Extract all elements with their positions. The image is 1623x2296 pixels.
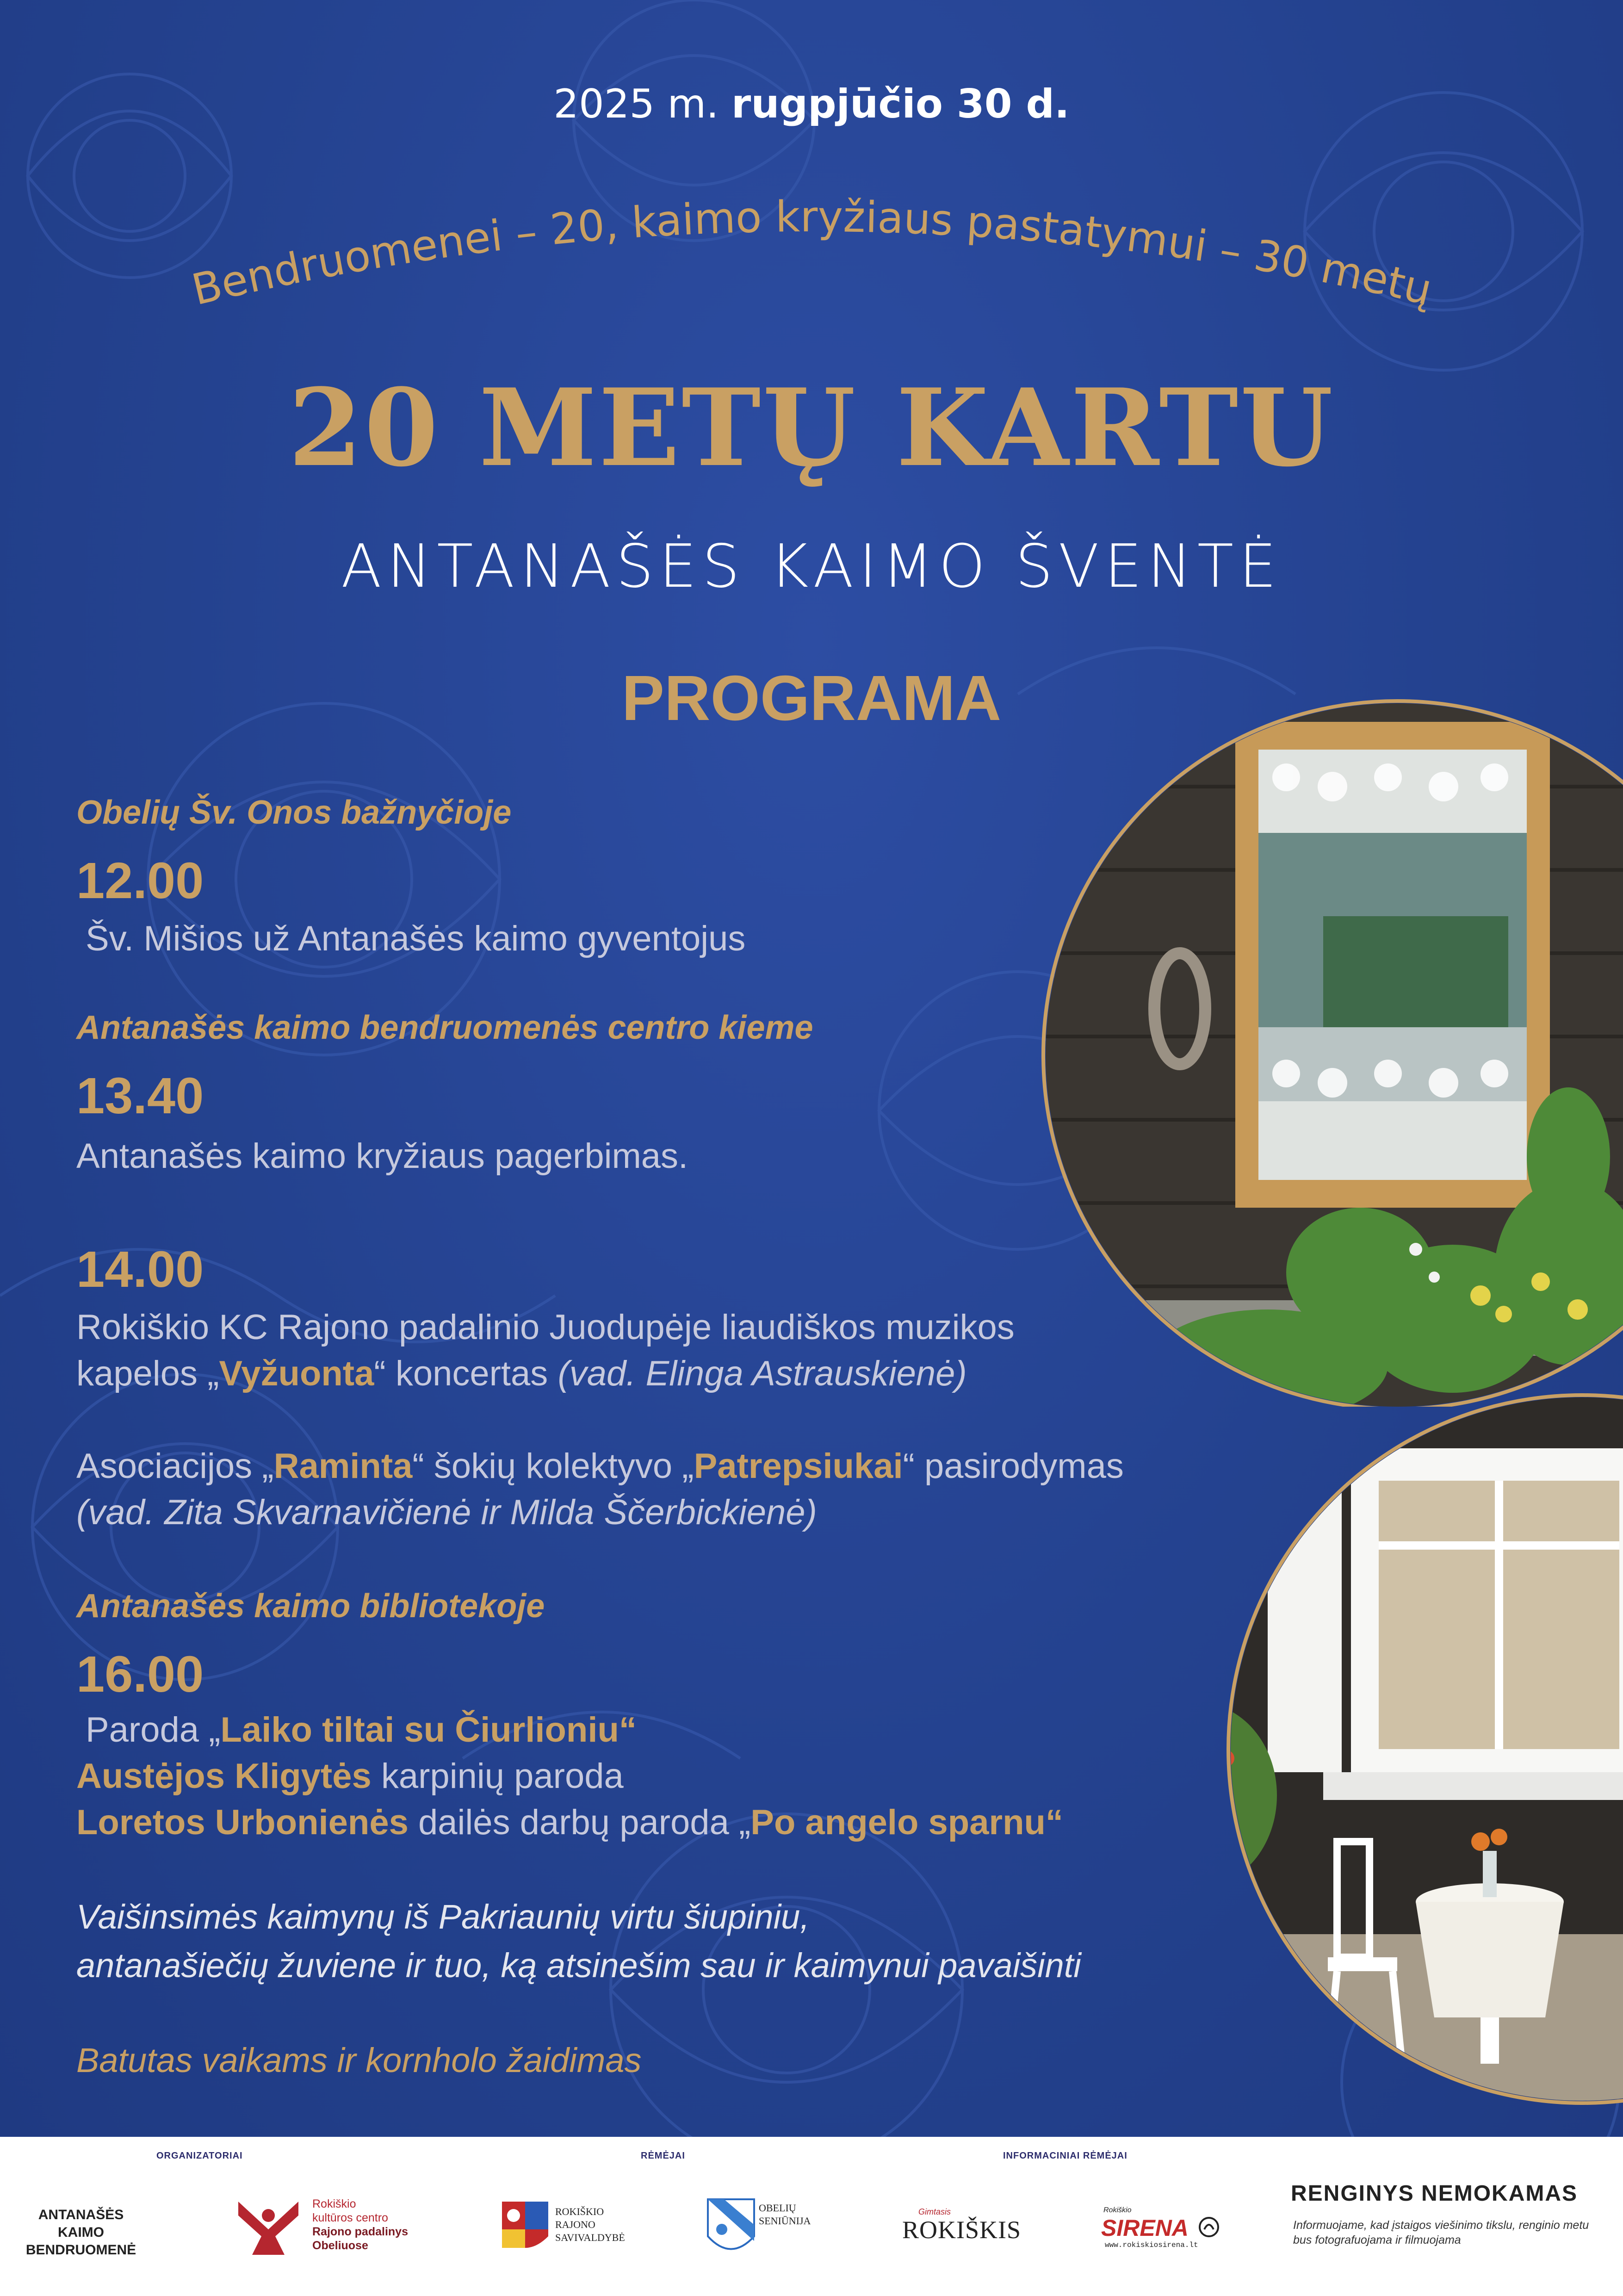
food-note-line2: antanašiečių žuviene ir tuo, ką atsinešim sau ir kaimynui pavaišinti [76, 1946, 1081, 1985]
exhibit-1-pre: Paroda „ [86, 1710, 221, 1750]
time-1200: 12.00 [76, 852, 204, 909]
anniversary-text: Bendruomenei – 20, kaimo kryžiaus pastatymui – 30 metų [187, 192, 1437, 315]
info-sirena: SIRENA [1101, 2215, 1189, 2241]
band-name: Vyžuonta [219, 1354, 374, 1393]
time-1400: 14.00 [76, 1241, 204, 1298]
dance-group-name: Patrepsiukai [694, 1446, 903, 1486]
label-organizers: ORGANIZATORIAI [156, 2151, 243, 2161]
date-prefix: 2025 m. [553, 81, 719, 127]
sponsor-municipality-line3: SAVIVALDYBĖ [555, 2232, 625, 2243]
dance-post: “ pasirodymas [903, 1446, 1124, 1486]
org-kc-line4: Obeliuose [312, 2239, 368, 2252]
label-sponsors: RĖMĖJAI [641, 2151, 685, 2161]
cross-item: Antanašės kaimo kryžiaus pagerbimas. [76, 1136, 688, 1176]
org-antanase [21, 2206, 141, 2259]
seniunija-coat-of-arms [706, 2197, 756, 2262]
event-date [0, 81, 1623, 127]
org-kc [312, 2197, 408, 2253]
svg-text:Bendruomenei – 20, kaimo kryži [187, 192, 1437, 315]
program-heading: PROGRAMA [621, 663, 1002, 734]
food-note-line1: Vaišinsimės kaimynų iš Pakriaunių virtu šiupiniu, [76, 1898, 810, 1936]
sponsor-seniunija-line2: SENIŪNIJA [759, 2215, 811, 2227]
band-pre: kapelos „ [76, 1354, 219, 1393]
org-antanase-line1: ANTANAŠĖS KAIMO [38, 2207, 124, 2240]
venue-community-yard: Antanašės kaimo bendruomenės centro kieme [76, 1009, 813, 1046]
info-gimtasis-rokiskis: ROKIŠKIS [902, 2216, 1022, 2244]
org-kc-line2: kultūros centro [312, 2211, 388, 2224]
exhibit-2-author: Austėjos Kligytės [76, 1756, 372, 1796]
municipality-coat-of-arms [500, 2199, 551, 2259]
band-item-line1: Rokiškio KC Rajono padalinio Juodupėje liaudiškos muzikos [76, 1308, 1015, 1347]
time-1340: 13.40 [76, 1067, 204, 1124]
exhibit-3-title: Po angelo sparnu [750, 1803, 1046, 1842]
photo-disclaimer: Informuojame, kad įstaigos viešinimo tikslu, renginio metu bus fotografuojama ir filmuojama [1293, 2219, 1589, 2246]
venue-church: Obelių Šv. Onos bažnyčioje [76, 794, 512, 831]
sponsor-seniunija-line1: OBELIŲ [759, 2202, 796, 2214]
label-info-sponsors: INFORMACINIAI RĖMĖJAI [1003, 2151, 1127, 2161]
exhibit-3 [76, 1802, 1063, 1843]
window-photo [1036, 694, 1623, 1407]
band-leader: (vad. Elinga Astrauskienė) [558, 1354, 967, 1393]
exhibit-1-post: “ [619, 1710, 637, 1750]
anniversary-arc [0, 176, 1623, 370]
info-gimtasis-small: Gimtasis [918, 2207, 951, 2216]
org-antanase-line2: BENDRUOMENĖ [25, 2242, 136, 2258]
venue-library: Antanašės kaimo bibliotekoje [76, 1588, 545, 1625]
exhibit-1-title: Laiko tiltai su Čiurlioniu [220, 1710, 619, 1750]
kc-logo-icon [234, 2197, 303, 2257]
exhibit-1 [86, 1710, 637, 1750]
mass-item: Šv. Mišios už Antanašės kaimo gyventojus [86, 919, 746, 958]
garden-photo [1120, 1379, 1623, 2137]
free-event-notice: RENGINYS NEMOKAMAS [1291, 2181, 1578, 2206]
exhibit-3-author: Loretos Urbonienės [76, 1803, 409, 1842]
footer [0, 2137, 1623, 2296]
activities-note: Batutas vaikams ir kornholo žaidimas [76, 2041, 642, 2079]
band-item-line2 [76, 1353, 967, 1394]
sponsor-municipality-line1: ROKIŠKIO [555, 2206, 604, 2217]
info-sirena-small: Rokiškio [1103, 2206, 1132, 2214]
sponsor-municipality-line2: RAJONO [555, 2219, 595, 2230]
info-sirena-url: www.rokiskiosirena.lt [1105, 2241, 1198, 2249]
sponsor-municipality [555, 2205, 625, 2244]
dance-pre: Asociacijos „ [76, 1446, 274, 1486]
exhibit-3-mid: dailės darbų paroda „ [408, 1803, 751, 1842]
exhibit-2 [76, 1756, 624, 1796]
dance-item-line1 [76, 1446, 1124, 1486]
band-mid: “ koncertas [374, 1354, 558, 1393]
exhibit-3-post: “ [1045, 1803, 1063, 1842]
assoc-name: Raminta [273, 1446, 413, 1486]
sirena-emblem-icon [1197, 2215, 1220, 2239]
exhibit-2-post: karpinių paroda [371, 1756, 624, 1796]
dance-leaders: (vad. Zita Skvarnavičienė ir Milda Ščerbickienė) [76, 1493, 817, 1532]
subtitle: ANTANAŠĖS KAIMO ŠVENTĖ [341, 532, 1282, 601]
date-day: rugpjūčio 30 d. [731, 81, 1070, 127]
dance-item-line2 [76, 1492, 817, 1533]
dance-mid: “ šokių kolektyvo „ [412, 1446, 694, 1486]
time-1600: 16.00 [76, 1646, 204, 1703]
main-title: 20 METŲ KARTU [288, 366, 1335, 490]
org-kc-line1: Rokiškio [312, 2197, 356, 2210]
org-kc-line3: Rajono padalinys [312, 2225, 408, 2238]
sponsor-seniunija [759, 2202, 811, 2228]
